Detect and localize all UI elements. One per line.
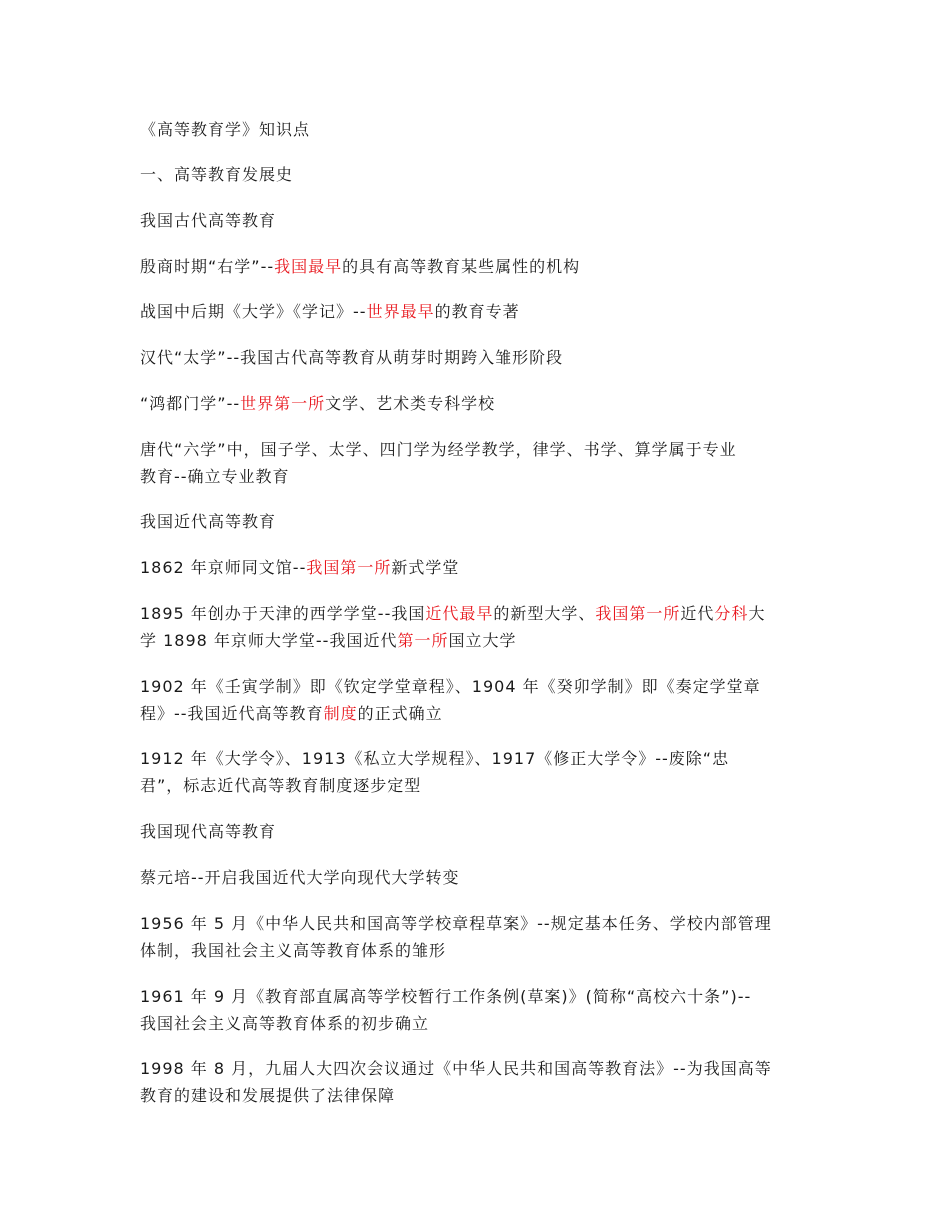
highlight-text: 近代最早	[425, 604, 494, 623]
highlight-text: 第一所	[397, 631, 449, 650]
ancient-line-1: 殷商时期“右学”--我国最早的具有高等教育某些属性的机构	[140, 257, 581, 276]
contemporary-paragraph-3: 1961 年 9 月《教育部直属高等学校暂行工作条例(草案)》(简称“高校六十条”)-- 我国社会主义高等教育体系的初步确立	[140, 987, 752, 1033]
highlight-text: 制度	[323, 704, 358, 723]
highlight-text: 分科	[714, 604, 749, 623]
contemporary-paragraph-4: 1998 年 8 月，九届人大四次会议通过《中华人民共和国高等教育法》--为我国高等 教育的建设和发展提供了法律保障	[140, 1059, 772, 1105]
modern-paragraph-3: 1902 年《壬寅学制》即《钦定学堂章程》、1904 年《癸卯学制》即《奏定学堂章 程》--我国近代高等教育制度的正式确立	[140, 677, 761, 723]
highlight-text: 世界第一所	[240, 394, 326, 413]
section-heading: 一、高等教育发展史	[140, 165, 294, 184]
highlight-text: 我国最早	[274, 257, 343, 276]
highlight-text: 我国第一所	[595, 604, 681, 623]
highlight-text: 世界最早	[366, 302, 435, 321]
highlight-text: 我国第一所	[306, 558, 392, 577]
modern-paragraph-4: 1912 年《大学令》、1913《私立大学规程》、1917《修正大学令》--废除“忠 君”，标志近代高等教育制度逐步定型	[140, 749, 730, 795]
modern-line-1: 1862 年京师同文馆--我国第一所新式学堂	[140, 558, 460, 577]
subsection-heading-modern: 我国近代高等教育	[140, 512, 277, 531]
ancient-line-4: “鸿都门学”--世界第一所文学、艺术类专科学校	[140, 394, 496, 413]
ancient-paragraph-5: 唐代“六学”中，国子学、太学、四门学为经学教学，律学、书学、算学属于专业 教育--确立专业教育	[140, 440, 737, 486]
ancient-line-3: 汉代“太学”--我国古代高等教育从萌芽时期跨入雏形阶段	[140, 348, 564, 367]
modern-paragraph-2: 1895 年创办于天津的西学学堂--我国近代最早的新型大学、我国第一所近代分科大 学 1898 年京师大学堂--我国近代第一所国立大学	[140, 604, 766, 650]
subsection-heading-contemporary: 我国现代高等教育	[140, 822, 277, 841]
subsection-heading-ancient: 我国古代高等教育	[140, 211, 277, 230]
ancient-line-2: 战国中后期《大学》《学记》--世界最早的教育专著	[140, 302, 520, 321]
contemporary-paragraph-2: 1956 年 5 月《中华人民共和国高等学校章程草案》--规定基本任务、学校内部管理 体制，我国社会主义高等教育体系的雏形	[140, 914, 772, 960]
document-title: 《高等教育学》知识点	[140, 120, 311, 139]
contemporary-line-1: 蔡元培--开启我国近代大学向现代大学转变	[140, 868, 460, 887]
